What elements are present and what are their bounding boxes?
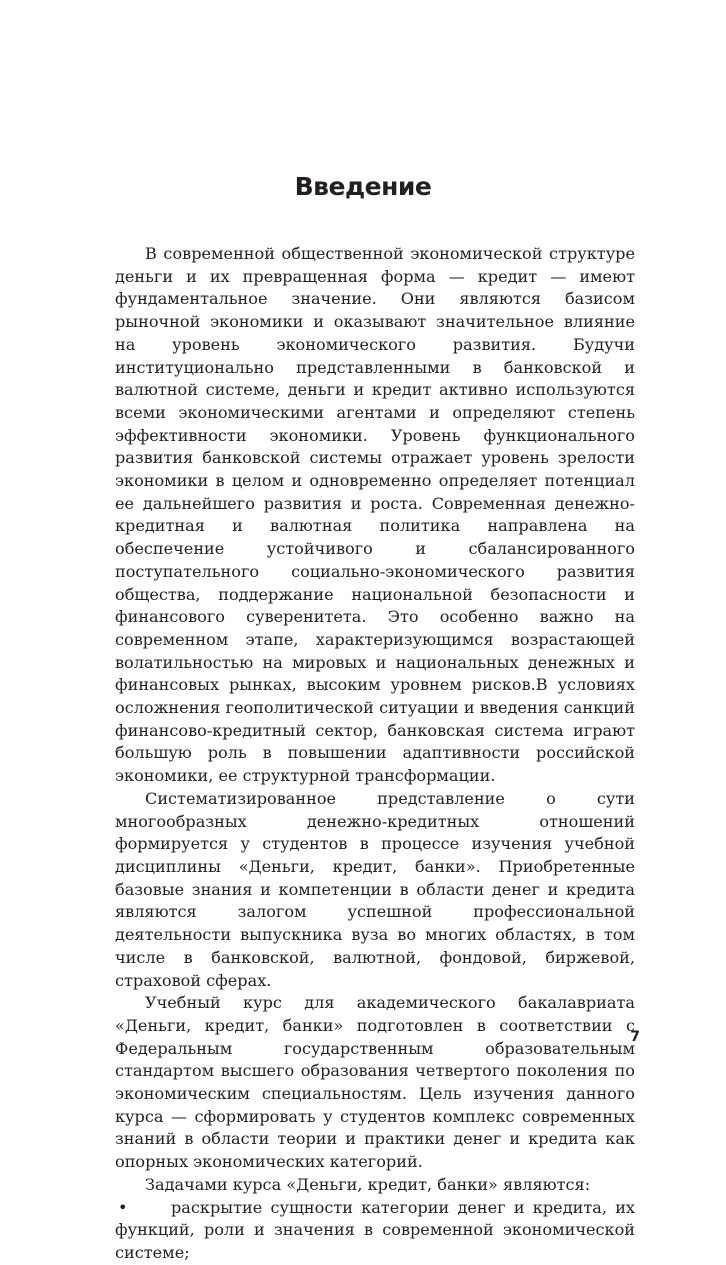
paragraph-course: Учебный курс для академического бакалавриата «Деньги, кредит, банки» подготовлен в соответствии с Федеральным государственным образовательным стандартом высшего образования четвертого поколения по экономическим специальностям. Цель изучения данного курса — сформировать у студентов комплекс современных знаний в области теории и практики денег и кредита как опорных экономических категорий. [115, 993, 635, 1172]
chapter-heading: Введение [294, 172, 432, 201]
list-item-text: раскрытие сущности категории денег и кредита, их функций, роли и значения в современной экономической системе; [115, 1197, 635, 1262]
paragraph-tasks-lead: Задачами курса «Деньги, кредит, банки» являются: [145, 1174, 591, 1194]
paragraph-systematized: Систематизированное представление о сути многообразных денежно-кредитных отношений формируется у студентов в процессе изучения учебной дисциплины «Деньги, кредит, банки». Приобретенные базовые знания и компетенции в области денег и кредита являются залогом успешной профессиональной деятельности выпускника вуза во многих областях, в том числе в банковской, валютной, фондовой, биржевой, страховой сферах. [115, 788, 635, 990]
page-number: 7 [630, 1029, 640, 1045]
paragraph-intro: В современной общественной экономической структуре деньги и их превращенная форма — кредит — имеют фундаментальное значение. Они являются базисом рыночной экономики и оказывают значительное влияние на уровень экономического развития. Будучи институционально представленными в банковской и валютной системе, деньги и кредит активно используются всеми экономическими агентами и определяют степень эффективности экономики. Уровень функционального развития банковской системы отражает уровень зрелости экономики в целом и одновременно определяет потенциал ее дальнейшего развития и роста. Современная денежно-кредитная и валютная политика направлена на обеспечение устойчивого и сбалансированного поступательного социально-экономического развития общества, поддержание национальной безопасности и финансового суверенитета. Это особенно важно на современном этапе, характеризующимся возрастающей волатильностью на мировых и национальных денежных и финансовых рынках, высоким уровнем рисков.В условиях осложнения геополитической ситуации и введения санкций финансово-кредитный сектор, банковская система играют большую роль в повышении адаптивности российской экономики, ее структурной трансформации. [115, 244, 635, 786]
body-text [115, 243, 635, 1265]
bullet-icon: • [118, 1197, 128, 1217]
list-item [115, 1197, 635, 1265]
